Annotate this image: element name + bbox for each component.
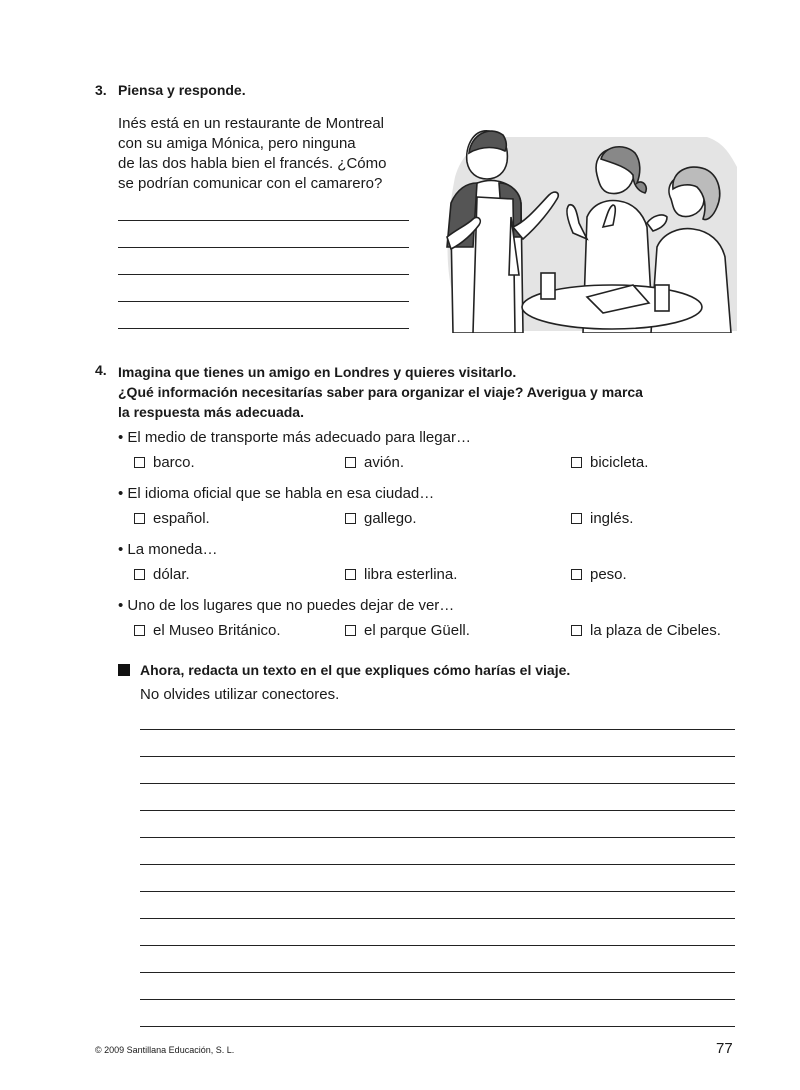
- answer-line[interactable]: [118, 328, 409, 329]
- checkbox-icon[interactable]: [571, 513, 582, 524]
- prompt-text: La moneda…: [127, 541, 218, 558]
- option-label: español.: [153, 510, 210, 527]
- writing-line[interactable]: [140, 1026, 735, 1027]
- writing-line[interactable]: [140, 918, 735, 919]
- option-checkbox[interactable]: [134, 510, 210, 527]
- checkbox-icon[interactable]: [345, 625, 356, 636]
- writing-line[interactable]: [140, 864, 735, 865]
- answer-line[interactable]: [118, 220, 409, 221]
- checkbox-icon[interactable]: [345, 457, 356, 468]
- option-checkbox[interactable]: [345, 454, 404, 471]
- option-label: la plaza de Cibeles.: [590, 622, 721, 639]
- writing-task-subtitle: No olvides utilizar conectores.: [140, 686, 340, 703]
- option-checkbox[interactable]: [345, 510, 417, 527]
- option-checkbox[interactable]: [345, 566, 457, 583]
- question-3-text-line: se podrían comunicar con el camarero?: [118, 175, 383, 192]
- question-4-item-prompt: • El medio de transporte más adecuado para llegar…: [118, 429, 471, 446]
- option-checkbox[interactable]: [571, 622, 721, 639]
- option-label: libra esterlina.: [364, 566, 458, 583]
- option-checkbox[interactable]: [134, 622, 281, 639]
- question-4-number: 4.: [95, 362, 107, 378]
- question-4-title: [118, 362, 643, 422]
- option-checkbox[interactable]: [134, 454, 195, 471]
- option-checkbox[interactable]: [134, 566, 190, 583]
- restaurant-illustration: [437, 107, 737, 333]
- task-title-text: Ahora, redacta un texto en el que expliques cómo harías el viaje.: [140, 662, 571, 678]
- writing-line[interactable]: [140, 810, 735, 811]
- square-bullet-icon: [118, 664, 130, 676]
- question-3-text-line: con su amiga Mónica, pero ninguna: [118, 135, 356, 152]
- checkbox-icon[interactable]: [345, 513, 356, 524]
- option-label: bicicleta.: [590, 454, 649, 471]
- checkbox-icon[interactable]: [571, 457, 582, 468]
- checkbox-icon[interactable]: [571, 625, 582, 636]
- option-label: el Museo Británico.: [153, 622, 281, 639]
- option-checkbox[interactable]: [571, 454, 648, 471]
- option-label: gallego.: [364, 510, 417, 527]
- checkbox-icon[interactable]: [134, 457, 145, 468]
- writing-line[interactable]: [140, 729, 735, 730]
- prompt-text: El medio de transporte más adecuado para llegar…: [127, 429, 471, 446]
- prompt-text: Uno de los lugares que no puedes dejar de ver…: [127, 597, 455, 614]
- answer-line[interactable]: [118, 274, 409, 275]
- writing-line[interactable]: [140, 783, 735, 784]
- checkbox-icon[interactable]: [345, 569, 356, 580]
- writing-line[interactable]: [140, 972, 735, 973]
- writing-line[interactable]: [140, 999, 735, 1000]
- prompt-text: El idioma oficial que se habla en esa ciudad…: [127, 485, 435, 502]
- question-4-item-prompt: • Uno de los lugares que no puedes dejar de ver…: [118, 597, 455, 614]
- writing-line[interactable]: [140, 837, 735, 838]
- checkbox-icon[interactable]: [134, 625, 145, 636]
- question-3-title: Piensa y responde.: [118, 82, 246, 98]
- question-4-item-prompt: • El idioma oficial que se habla en esa ciudad…: [118, 485, 435, 502]
- checkbox-icon[interactable]: [571, 569, 582, 580]
- copyright-notice: © 2009 Santillana Educación, S. L.: [95, 1045, 235, 1055]
- option-label: el parque Güell.: [364, 622, 470, 639]
- question-4-title-line: ¿Qué información necesitarías saber para organizar el viaje? Averigua y marca: [118, 384, 643, 400]
- writing-task-title: [118, 662, 570, 678]
- option-label: inglés.: [590, 510, 634, 527]
- answer-line[interactable]: [118, 247, 409, 248]
- question-4-title-line: la respuesta más adecuada.: [118, 404, 304, 420]
- question-4-title-line: Imagina que tienes un amigo en Londres y quieres visitarlo.: [118, 364, 517, 380]
- answer-line[interactable]: [118, 301, 409, 302]
- option-checkbox[interactable]: [345, 622, 470, 639]
- writing-line[interactable]: [140, 891, 735, 892]
- option-label: barco.: [153, 454, 195, 471]
- writing-line[interactable]: [140, 945, 735, 946]
- checkbox-icon[interactable]: [134, 513, 145, 524]
- option-checkbox[interactable]: [571, 566, 627, 583]
- option-label: dólar.: [153, 566, 190, 583]
- option-checkbox[interactable]: [571, 510, 633, 527]
- page-number: 77: [716, 1040, 733, 1057]
- question-3-text-line: Inés está en un restaurante de Montreal: [118, 115, 385, 132]
- writing-line[interactable]: [140, 756, 735, 757]
- checkbox-icon[interactable]: [134, 569, 145, 580]
- question-3-number: 3.: [95, 82, 107, 98]
- option-label: avión.: [364, 454, 405, 471]
- question-3-text: [118, 114, 386, 194]
- question-3-text-line: de las dos habla bien el francés. ¿Cómo: [118, 155, 387, 172]
- option-label: peso.: [590, 566, 627, 583]
- question-4-item-prompt: • La moneda…: [118, 541, 218, 558]
